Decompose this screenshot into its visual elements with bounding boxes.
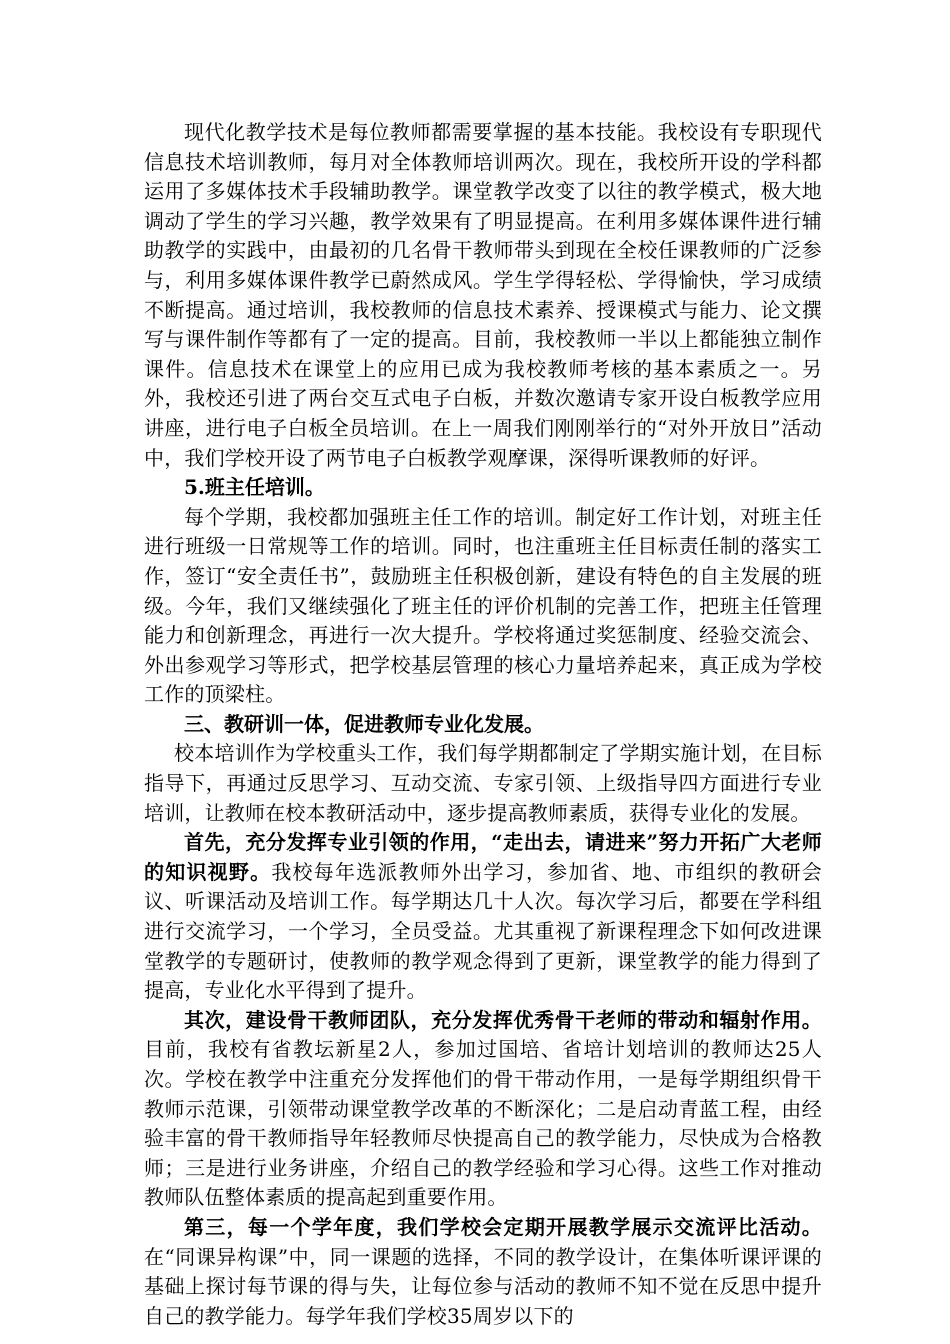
heading-head-teacher-training: 5.班主任培训。	[184, 475, 325, 500]
paragraph-school-based-training: 校本培训作为学校重头工作，我们每学期都制定了学期实施计划，在目标指导下，再通过反思学习、互动交流、专家引领、上级指导四方面进行专业培训，让教师在校本教研活动中，逐步提高教师素质，获得专业化的发展。	[144, 741, 822, 825]
third-point-lead: 第三，每一个学年度，我们学校会定期开展教学展示交流评比活动。	[184, 1214, 822, 1239]
heading-section-three: 三、教研训一体，促进教师专业化发展。	[184, 711, 544, 736]
third-point-body: 在“同课异构课”中，同一课题的选择，不同的教学设计，在集体听课评课的基础上探讨每节课的得与失，让每位参与活动的教师不知不觉在反思中提升自己的教学能力。每学年我们学校35周岁以下的	[144, 1244, 822, 1328]
first-point-lead: 首先，充分发挥专业引领的作用，“走出去，请进来”努力开拓广大老师的知识视野。	[144, 830, 822, 884]
second-point-lead: 其次，建设骨干教师团队，充分发挥优秀骨干老师的带动和辐射作用。	[184, 1007, 822, 1032]
paragraph-first-point	[144, 828, 822, 1006]
first-point-body: 我校每年选派教师外出学习，参加省、地、市组织的教研会议、听课活动及培训工作。每学期达几十人次。每次学习后，都要在学科组进行交流学习，一个学习，全员受益。尤其重视了新课程理念下如何改进课堂教学的专题研讨，使教师的教学观念得到了更新，课堂教学的能力得到了提高，专业化水平得到了提升。	[144, 859, 823, 1003]
paragraph-head-teacher-training: 每个学期，我校都加强班主任工作的培训。制定好工作计划，对班主任进行班级一日常规等工作的培训。同时，也注重班主任目标责任制的落实工作，签订“安全责任书”，鼓励班主任积极创新，建设有特色的自主发展的班级。今年，我们又继续强化了班主任的评价机制的完善工作，把班主任管理能力和创新理念，再进行一次大提升。学校将通过奖惩制度、经验交流会、外出参观学习等形式，把学校基层管理的核心力量培养起来，真正成为学校工作的顶梁柱。	[144, 504, 822, 707]
paragraph-multimedia-training: 现代化教学技术是每位教师都需要掌握的基本技能。我校设有专职现代信息技术培训教师，每月对全体教师培训两次。现在，我校所开设的学科都运用了多媒体技术手段辅助教学。课堂教学改变了以往的教学模式，极大地调动了学生的学习兴趣，教学效果有了明显提高。在利用多媒体课件进行辅助教学的实践中，由最初的几名骨干教师带头到现在全校任课教师的广泛参与，利用多媒体课件教学已蔚然成风。学生学得轻松、学得愉快，学习成绩不断提高。通过培训，我校教师的信息技术素养、授课模式与能力、论文撰写与课件制作等都有了一定的提高。目前，我校教师一半以上都能独立制作课件。信息技术在课堂上的应用已成为我校教师考核的基本素质之一。另外，我校还引进了两台交互式电子白板，并数次邀请专家开设白板教学应用讲座，进行电子白板全员培训。在上一周我们刚刚举行的“对外开放日”活动中，我们学校开设了两节电子白板教学观摩课，深得听课教师的好评。	[144, 120, 822, 470]
paragraph-second-point	[144, 1006, 822, 1213]
second-point-body: 目前，我校有省教坛新星2人，参加过国培、省培计划培训的教师达25人次。学校在教学中注重充分发挥他们的骨干带动作用，一是每学期组织骨干教师示范课，引领带动课堂教学改革的不断深化；二是启动青蓝工程，由经验丰富的骨干教师指导年轻教师尽快提高自己的教学能力，尽快成为合格教师；三是进行业务讲座，介绍自己的教学经验和学习心得。这些工作对推动教师队伍整体素质的提高起到重要作用。	[144, 1037, 822, 1210]
paragraph-third-point	[144, 1213, 822, 1331]
